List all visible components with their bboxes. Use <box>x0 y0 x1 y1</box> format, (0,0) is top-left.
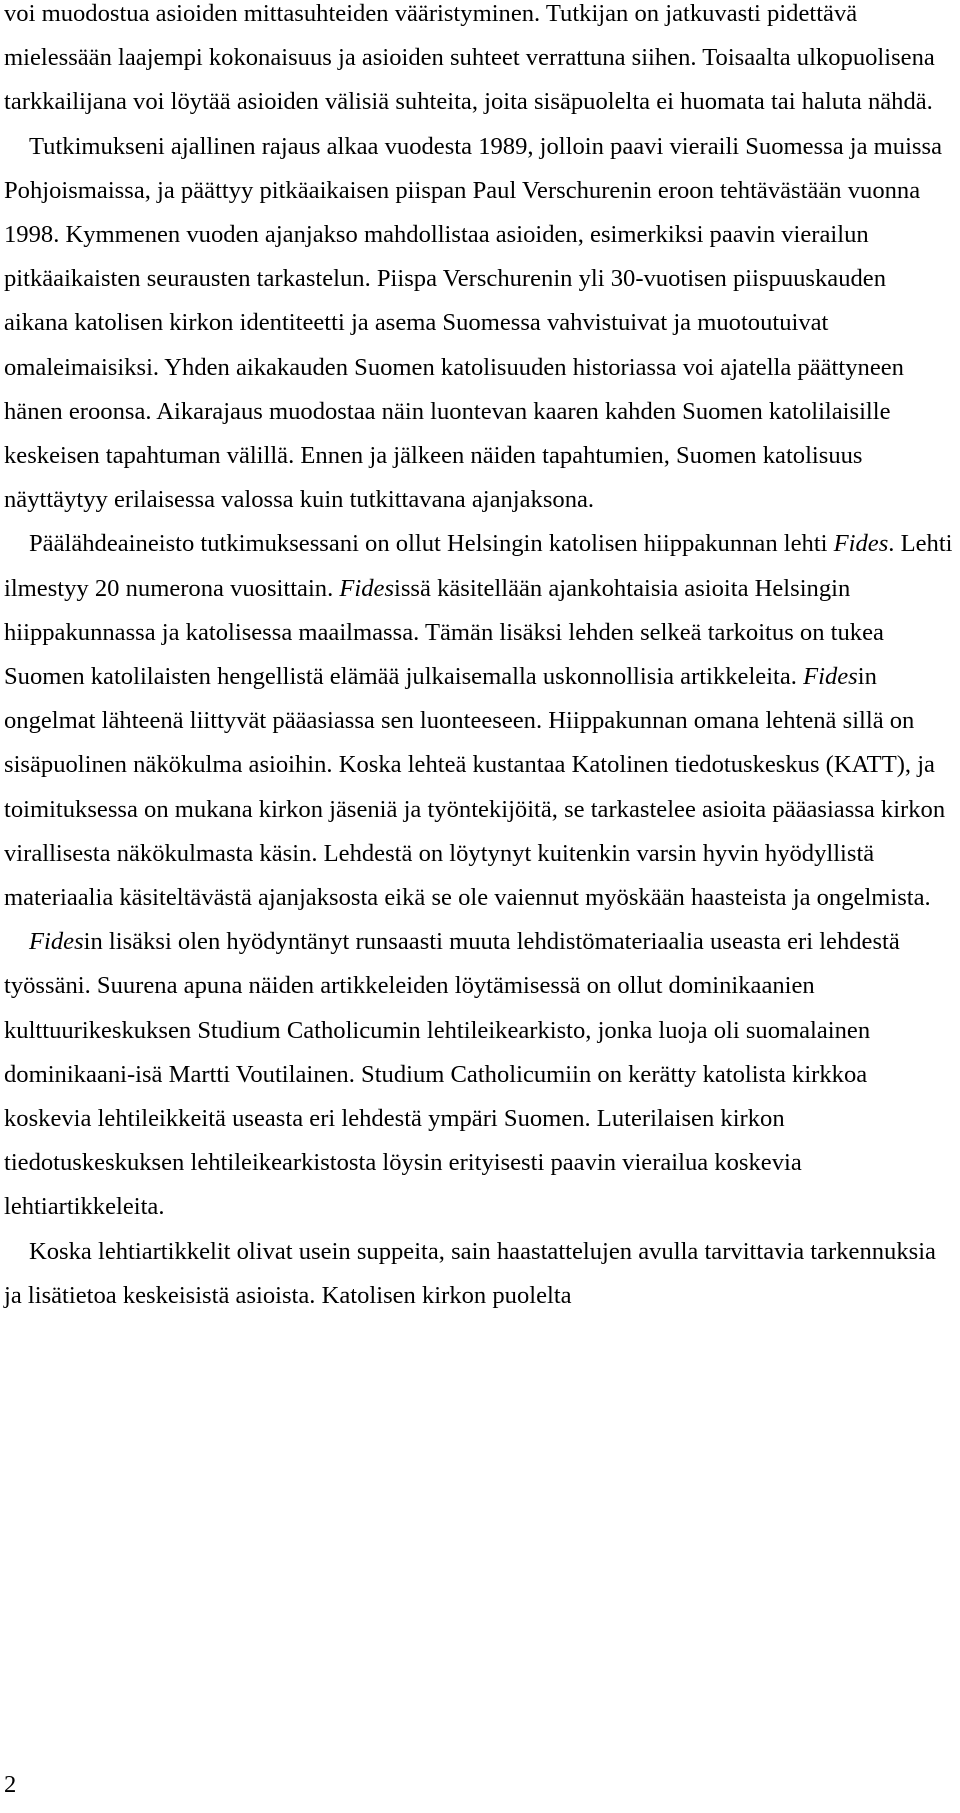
body-text <box>4 0 956 1318</box>
italic-title: Fides <box>339 574 395 602</box>
italic-title: Fides <box>29 928 84 956</box>
page-number: 2 <box>4 1771 17 1798</box>
paragraph-5 <box>4 1230 956 1318</box>
paragraph-2 <box>4 125 956 523</box>
italic-title: Fides <box>803 663 858 691</box>
text-run: in ongelmat lähteenä liittyvät pääasiassa sen luonteeseen. Hiippakunnan omana lehtenä sillä on sisäpuolinen näkökulma asioihin. Koska lehteä kustantaa Katolinen tiedotuskeskus (KATT), ja toimituksessa on mukana kirkon jäseniä ja työntekijöitä, se tarkastelee asioita pääasiassa kirkon virallisesta näkökulmasta käsin. Lehdestä on löytynyt kuitenkin varsin hyvin hyödyllistä materiaalia käsiteltävästä ajanjaksosta eikä se ole vaiennut myöskään haasteista ja ongelmista. <box>4 663 946 912</box>
paragraph-4 <box>4 920 956 1229</box>
italic-title: Fides <box>833 530 889 558</box>
text-run: . Lehti ilmestyy 20 numerona vuosittain. <box>4 530 953 602</box>
text-run: voi muodostua asioiden mittasuhteiden vääristyminen. Tutkijan on jatkuvasti pidettävä mielessään laajempi kokonaisuus ja asioiden suhteet verrattuna siihen. Toisaalta ulkopuolisena tarkkailijana voi löytää asioiden välisiä suhteita, joita sisäpuolelta ei huomata tai haluta nähdä. <box>4 0 935 116</box>
paragraph-3 <box>4 522 956 920</box>
text-run: in lisäksi olen hyödyntänyt runsaasti muuta lehdistömateriaalia useasta eri lehdestä työssäni. Suurena apuna näiden artikkeleiden löytämisessä on ollut dominikaanien kulttuurikeskuksen Studium Catholicumin lehtileikearkisto, jonka luoja oli suomalainen dominikaani-isä Martti Voutilainen. Studium Catholicumiin on kerätty katolista kirkkoa koskevia lehtileikkeitä useasta eri lehdestä ympäri Suomen. Luterilaisen kirkon tiedotuskeskuksen lehtileikearkistosta löysin erityisesti paavin vierailua koskevia lehtiartikkeleita. <box>4 928 900 1221</box>
paragraph-1 <box>4 0 956 125</box>
text-run: Koska lehtiartikkelit olivat usein suppeita, sain haastattelujen avulla tarvittavia tarkennuksia ja lisätietoa keskeisistä asioista. Katolisen kirkon puolelta <box>4 1237 936 1309</box>
text-run: Päälähdeaineisto tutkimuksessani on ollut Helsingin katolisen hiippakunnan lehti <box>29 530 834 558</box>
text-run: issä käsitellään ajankohtaisia asioita Helsingin hiippakunnassa ja katolisessa maailmassa. Tämän lisäksi lehden selkeä tarkoitus on tukea Suomen katolilaisten hengellistä elämää julkaisemalla uskonnollisia artikkeleita. <box>4 574 884 691</box>
text-run: Tutkimukseni ajallinen rajaus alkaa vuodesta 1989, jolloin paavi vieraili Suomessa ja muissa Pohjoismaissa, ja päättyy pitkäaikaisen piispan Paul Verschurenin eroon tehtävästään vuonna 1998. Kymmenen vuoden ajanjakso mahdollistaa asioiden, esimerkiksi paavin vierailun pitkäaikaisten seurausten tarkastelun. Piispa Verschurenin yli 30-vuotisen piispuuskauden aikana katolisen kirkon identiteetti ja asema Suomessa vahvistuivat ja muotoutuivat omaleimaisiksi. Yhden aikakauden Suomen katolisuuden historiassa voi ajatella päättyneen hänen eroonsa. Aikarajaus muodostaa näin luontevan kaaren kahden Suomen katolilaisille keskeisen tapahtuman välillä. Ennen ja jälkeen näiden tapahtumien, Suomen katolisuus näyttäytyy erilaisessa valossa kuin tutkittavana ajanjaksona. <box>4 132 942 514</box>
